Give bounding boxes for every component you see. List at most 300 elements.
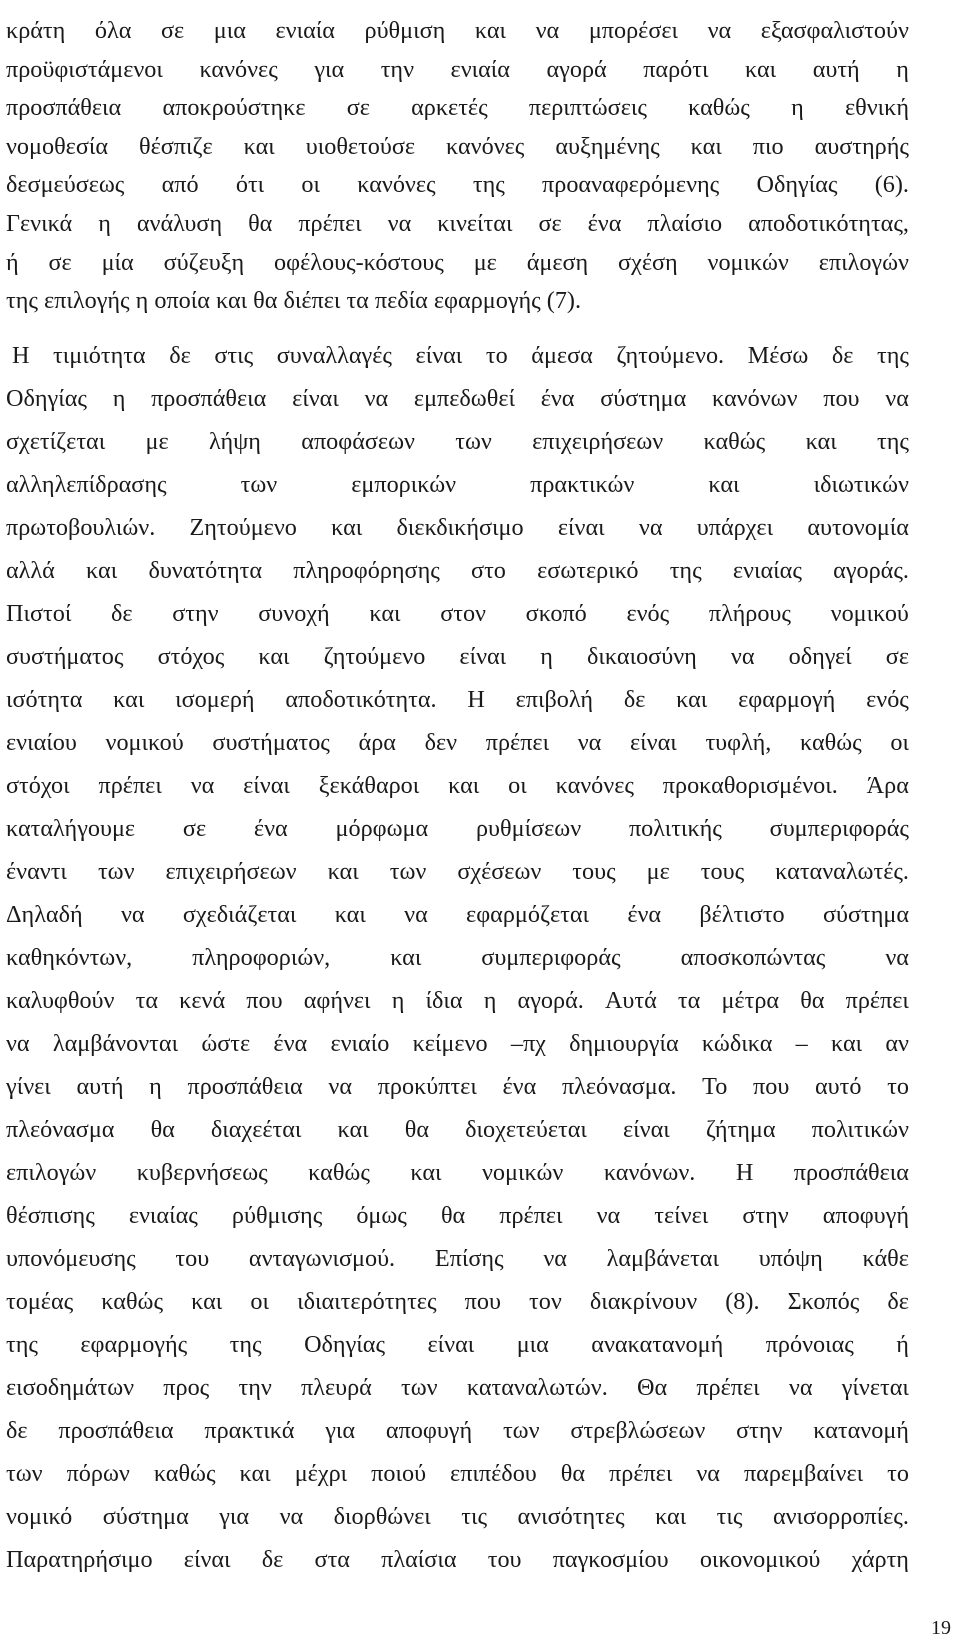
word: –πχ xyxy=(510,1030,546,1057)
word: στόχος xyxy=(157,643,225,670)
word: εθνική xyxy=(844,94,909,121)
text-line xyxy=(6,1029,909,1059)
word: μέτρα xyxy=(721,987,780,1014)
word: για xyxy=(314,56,345,83)
word: παρότι xyxy=(643,56,709,83)
word: που xyxy=(246,987,283,1014)
word: Γενικά xyxy=(6,210,73,237)
text-line xyxy=(6,1158,909,1188)
text-line xyxy=(6,1287,909,1317)
word: καταλήγουμε xyxy=(6,815,136,842)
text-line xyxy=(6,556,909,586)
word: πρέπει xyxy=(845,987,909,1014)
word: προκύπτει xyxy=(377,1073,477,1100)
text-line xyxy=(6,132,909,162)
word: Ζητούμενο xyxy=(189,514,297,541)
word: καταναλωτές. xyxy=(775,858,909,885)
word: για xyxy=(325,1417,356,1444)
word: τα xyxy=(677,987,701,1014)
word: προσπάθεια xyxy=(58,1417,174,1444)
word: μέχρι xyxy=(294,1460,348,1487)
text-line xyxy=(6,1373,909,1403)
word: Δηλαδή xyxy=(6,901,83,928)
word: οι xyxy=(301,171,321,198)
word: πληροφοριών, xyxy=(192,944,331,971)
word: πρόνοιας xyxy=(765,1331,854,1358)
word: Μέσω xyxy=(747,342,809,369)
word: επιπέδου xyxy=(450,1460,537,1487)
word: των xyxy=(240,471,278,498)
word: και xyxy=(655,1503,687,1530)
word: αρκετές xyxy=(411,94,488,121)
word: που xyxy=(753,1073,790,1100)
text-line xyxy=(6,728,909,758)
word: όλα xyxy=(94,17,132,44)
word: να xyxy=(120,901,145,928)
word: περιπτώσεις xyxy=(528,94,647,121)
word: ενιαία xyxy=(450,56,510,83)
word: ενιαίου xyxy=(6,729,77,756)
word: εξασφαλιστούν xyxy=(760,17,909,44)
word: κείμενο xyxy=(412,1030,488,1057)
word: καθώς xyxy=(688,94,750,121)
word: (8). xyxy=(725,1288,760,1315)
word: πλευρά xyxy=(301,1374,372,1401)
text-line xyxy=(6,642,909,672)
word: είναι xyxy=(427,1331,475,1358)
word: η xyxy=(112,385,126,412)
word: πρακτικά xyxy=(204,1417,295,1444)
word: Παρατηρήσιμο xyxy=(6,1546,153,1573)
word: στο xyxy=(471,557,506,584)
word: ή xyxy=(6,249,19,276)
word: προς xyxy=(163,1374,210,1401)
word: λαμβάνονται xyxy=(52,1030,179,1057)
word: είναι xyxy=(243,772,290,799)
word: ενιαίας xyxy=(732,557,802,584)
word: και xyxy=(191,1288,223,1315)
text-line xyxy=(6,900,909,930)
text-line xyxy=(6,170,909,200)
word: δεσμεύσεως xyxy=(6,171,125,198)
word: ένα xyxy=(502,1073,537,1100)
word: ισομερή xyxy=(175,686,255,713)
word: και xyxy=(390,944,422,971)
word: άμεση xyxy=(526,249,589,276)
word: και xyxy=(708,471,740,498)
word: κράτη xyxy=(6,17,66,44)
word: διακρίνουν xyxy=(589,1288,698,1315)
word: σε xyxy=(885,643,909,670)
word: στην xyxy=(742,1202,789,1229)
word: και xyxy=(805,428,837,455)
word: και xyxy=(86,557,118,584)
word: επιχειρήσεων xyxy=(532,428,664,455)
word: χάρτη xyxy=(851,1546,909,1573)
word: ένα xyxy=(253,815,288,842)
word: νομικό xyxy=(6,1503,73,1530)
word: δε xyxy=(831,342,854,369)
word: να xyxy=(730,643,755,670)
word: αποδοτικότητα. xyxy=(285,686,437,713)
word: σύστημα xyxy=(822,901,909,928)
word: λήψη xyxy=(208,428,261,455)
word: να xyxy=(543,1245,567,1272)
word: επιβολή xyxy=(515,686,594,713)
word: του xyxy=(175,1245,210,1272)
word: ενός xyxy=(626,600,670,627)
word: με xyxy=(646,858,670,885)
word: δε xyxy=(6,1417,28,1444)
word: πρέπει xyxy=(696,1374,760,1401)
word: η xyxy=(791,94,804,121)
word: και xyxy=(258,643,290,670)
word: Οδηγίας xyxy=(6,385,87,412)
word: κανόνες xyxy=(555,772,634,799)
word: είναι xyxy=(415,342,463,369)
word: ιδιωτικών xyxy=(813,471,909,498)
word: προσπάθεια xyxy=(6,94,122,121)
word: πλήρους xyxy=(708,600,791,627)
word: πλεόνασμα xyxy=(6,1116,115,1143)
word: των xyxy=(6,1460,43,1487)
word: αφήνει xyxy=(303,987,371,1014)
word: ανακατανομή xyxy=(591,1331,724,1358)
text-line xyxy=(6,1201,909,1231)
word: στρεβλώσεων xyxy=(570,1417,706,1444)
word: τυφλή, xyxy=(705,729,772,756)
word: ένα xyxy=(587,210,622,237)
word: τομέας xyxy=(6,1288,74,1315)
word: σε xyxy=(346,94,370,121)
word: Σκοπός xyxy=(787,1288,860,1315)
word: σχέση xyxy=(618,249,678,276)
word: Η xyxy=(735,1159,754,1186)
word: και xyxy=(745,56,777,83)
word: Αυτά xyxy=(604,987,657,1014)
word: οι xyxy=(508,772,527,799)
word: να xyxy=(638,514,663,541)
word: ρύθμιση xyxy=(364,17,446,44)
word: και xyxy=(113,686,145,713)
text-line xyxy=(6,771,909,801)
word: επιλογών xyxy=(818,249,909,276)
text-line xyxy=(6,685,909,715)
word: νομικού xyxy=(830,600,909,627)
word: ιδιαιτερότητες xyxy=(297,1288,437,1315)
word: Πιστοί xyxy=(6,600,72,627)
word: θα xyxy=(404,1116,430,1143)
word: κανόνες xyxy=(446,133,525,160)
word: Επίσης xyxy=(434,1245,504,1272)
word: αγορά. xyxy=(517,987,584,1014)
word: καθώς xyxy=(101,1288,164,1315)
word: διοχετεύεται xyxy=(465,1116,587,1143)
word: ισότητα xyxy=(6,686,83,713)
word: δικαιοσύνη xyxy=(587,643,697,670)
word: το xyxy=(485,342,508,369)
word: είναι xyxy=(630,729,677,756)
word: πλεόνασμα. xyxy=(561,1073,677,1100)
word: αυξημένης xyxy=(555,133,660,160)
word: και xyxy=(239,1460,271,1487)
word: Η xyxy=(12,342,30,369)
word: υπάρχει xyxy=(696,514,774,541)
word: προσπάθεια xyxy=(793,1159,909,1186)
word: της xyxy=(877,342,909,369)
word: στα xyxy=(314,1546,350,1573)
word: μία xyxy=(101,249,134,276)
word: ανισορροπίες. xyxy=(772,1503,909,1530)
word: πολιτικής xyxy=(628,815,722,842)
word: ανταγωνισμού. xyxy=(248,1245,396,1272)
word: σε xyxy=(182,815,207,842)
word: να xyxy=(279,1503,304,1530)
word: σκοπό xyxy=(525,600,587,627)
word: των xyxy=(97,858,135,885)
word: αποδοτικότητας, xyxy=(748,210,909,237)
word: σχεδιάζεται xyxy=(182,901,297,928)
word: (6). xyxy=(874,171,909,198)
word: πολιτικών xyxy=(811,1116,909,1143)
word: προαναφερόμενης xyxy=(542,171,720,198)
word: Οδηγίας xyxy=(304,1331,386,1358)
word: αυτό xyxy=(814,1073,862,1100)
word: θα xyxy=(150,1116,175,1143)
text-line xyxy=(6,1416,909,1446)
word: οι xyxy=(250,1288,269,1315)
word: γίνει xyxy=(6,1073,51,1100)
word: πόρων xyxy=(66,1460,130,1487)
word: ρυθμίσεων xyxy=(475,815,582,842)
word: καθώς xyxy=(799,729,862,756)
word: ποιού xyxy=(371,1460,427,1487)
word: διαχεέται xyxy=(210,1116,302,1143)
word: εφαρμογή xyxy=(738,686,836,713)
word: και xyxy=(410,1159,442,1186)
word: να xyxy=(596,1202,621,1229)
word: κανόνων xyxy=(712,385,798,412)
word: η xyxy=(391,987,405,1014)
word: να xyxy=(788,1374,813,1401)
word: νομικών xyxy=(707,249,789,276)
word: αυτονομία xyxy=(807,514,909,541)
word: εφαρμόζεται xyxy=(466,901,590,928)
word: θα xyxy=(560,1460,586,1487)
word: ίδια xyxy=(425,987,463,1014)
word: ενιαία xyxy=(275,17,335,44)
word: εσωτερικό xyxy=(537,557,639,584)
word: της xyxy=(6,1331,38,1358)
word: νομικών xyxy=(482,1159,564,1186)
word: σε xyxy=(48,249,72,276)
text-line xyxy=(6,55,909,85)
word: στις xyxy=(214,342,254,369)
word: και xyxy=(690,133,722,160)
word: τα xyxy=(135,987,159,1014)
word: σε xyxy=(538,210,562,237)
word: η xyxy=(149,1073,162,1100)
word: να xyxy=(577,729,602,756)
word: αλληλεπίδρασης xyxy=(6,471,167,498)
word: πρέπει xyxy=(499,1202,563,1229)
word: διορθώνει xyxy=(333,1503,431,1530)
word: συστήματος xyxy=(212,729,330,756)
word: τον xyxy=(529,1288,562,1315)
word: και xyxy=(243,133,275,160)
word: στην xyxy=(736,1417,783,1444)
word: οικονομικού xyxy=(699,1546,821,1573)
page-number: 19 xyxy=(931,1617,951,1639)
text-line xyxy=(6,470,909,500)
word: προϋφιστάμενοι xyxy=(6,56,163,83)
word: η xyxy=(483,987,497,1014)
word: πλαίσιο xyxy=(647,210,723,237)
word: αγοράς. xyxy=(833,557,909,584)
word: συμπεριφοράς xyxy=(481,944,621,971)
word: της xyxy=(669,557,702,584)
word: παγκοσμίου xyxy=(552,1546,669,1573)
word: να xyxy=(328,1073,353,1100)
word: να xyxy=(535,17,560,44)
word: πρέπει xyxy=(609,1460,673,1487)
word: καθώς xyxy=(153,1460,216,1487)
word: δε xyxy=(169,342,191,369)
word: επιχειρήσεων xyxy=(165,858,297,885)
word: καταναλωτών. xyxy=(466,1374,608,1401)
word: των xyxy=(455,428,492,455)
word: στόχοι xyxy=(6,772,70,799)
word: στην xyxy=(172,600,219,627)
word: γίνεται xyxy=(841,1374,909,1401)
word: ενιαίο xyxy=(330,1030,390,1057)
word: είναι xyxy=(292,385,339,412)
word: που xyxy=(823,385,860,412)
word: να xyxy=(404,901,428,928)
text-line xyxy=(6,513,909,543)
word: σύστημα xyxy=(600,385,687,412)
word: τείνει xyxy=(654,1202,709,1229)
word: την xyxy=(380,56,415,83)
word: Οδηγίας xyxy=(756,171,838,198)
text-line xyxy=(6,93,909,123)
word: να xyxy=(6,1030,30,1057)
word: να xyxy=(387,210,412,237)
word: κενά xyxy=(179,987,226,1014)
word: είναι xyxy=(459,643,507,670)
word: είναι xyxy=(183,1546,231,1573)
word: να xyxy=(364,385,389,412)
word: προσπάθεια xyxy=(151,385,267,412)
word: ζητούμενο. xyxy=(616,342,725,369)
word: η xyxy=(540,643,553,670)
word: είναι xyxy=(557,514,605,541)
word: πρακτικών xyxy=(530,471,635,498)
word: πρέπει xyxy=(485,729,550,756)
word: και xyxy=(830,1030,863,1057)
word: πρέπει xyxy=(298,210,362,237)
word: κανόνων. xyxy=(603,1159,696,1186)
word: αυτή xyxy=(812,56,860,83)
word: και xyxy=(676,686,708,713)
word: ενιαίας xyxy=(128,1202,198,1229)
word: ανισότητες xyxy=(517,1503,625,1530)
text-line xyxy=(6,16,909,46)
word: ότι xyxy=(235,171,265,198)
word: των xyxy=(502,1417,540,1444)
word: και xyxy=(448,772,480,799)
word: Άρα xyxy=(866,772,909,799)
word: αυτή xyxy=(76,1073,124,1100)
word: ενός xyxy=(866,686,909,713)
word: θέσπισης xyxy=(6,1202,95,1229)
text-line xyxy=(6,1502,909,1532)
word: των xyxy=(401,1374,438,1401)
text-line xyxy=(12,341,909,371)
word: ζήτημα xyxy=(705,1116,776,1143)
word: κανόνες xyxy=(199,56,278,83)
word: ζητούμενο xyxy=(323,643,426,670)
word: μια xyxy=(516,1331,549,1358)
word: Θα xyxy=(636,1374,668,1401)
word: σύστημα xyxy=(102,1503,189,1530)
text-line: της επιλογής η οποία και θα διέπει τα πεδία εφαρμογής (7). xyxy=(6,287,582,314)
word: και xyxy=(331,514,363,541)
word: το xyxy=(887,1460,909,1487)
word: κανόνες xyxy=(357,171,436,198)
word: και xyxy=(337,1116,369,1143)
word: υιοθετούσε xyxy=(305,133,416,160)
word: συνοχή xyxy=(258,600,330,627)
word: θα xyxy=(800,987,825,1014)
word: δε xyxy=(623,686,646,713)
word: τις xyxy=(461,1503,488,1530)
word: με xyxy=(473,249,497,276)
word: δε xyxy=(887,1288,909,1315)
text-line xyxy=(6,814,909,844)
word: νομικού xyxy=(105,729,184,756)
text-line xyxy=(6,1545,909,1575)
word: Η xyxy=(467,686,485,713)
word: αποσκοπώντας xyxy=(680,944,826,971)
word: κινείται xyxy=(437,210,513,237)
word: βέλτιστο xyxy=(699,901,785,928)
word: εισοδημάτων xyxy=(6,1374,135,1401)
text-line xyxy=(6,943,909,973)
word: καλυφθούν xyxy=(6,987,115,1014)
word: η xyxy=(98,210,111,237)
text-line xyxy=(6,1115,909,1145)
word: ή xyxy=(896,1331,909,1358)
word: αποφυγή xyxy=(385,1417,473,1444)
word: ένα xyxy=(273,1030,308,1057)
word: των xyxy=(389,858,427,885)
word: αποκρούστηκε xyxy=(162,94,306,121)
word: αποφάσεων xyxy=(301,428,415,455)
word: δε xyxy=(261,1546,284,1573)
word: κυβερνήσεως xyxy=(136,1159,268,1186)
word: – xyxy=(795,1030,808,1057)
word: συμπεριφοράς xyxy=(769,815,909,842)
word: είναι xyxy=(622,1116,670,1143)
word: θέσπιζε xyxy=(139,133,213,160)
word: να xyxy=(885,385,909,412)
word: σχετίζεται xyxy=(6,428,106,455)
word: για xyxy=(219,1503,250,1530)
word: νομοθεσία xyxy=(6,133,109,160)
word: από xyxy=(161,171,199,198)
word: ένα xyxy=(627,901,662,928)
